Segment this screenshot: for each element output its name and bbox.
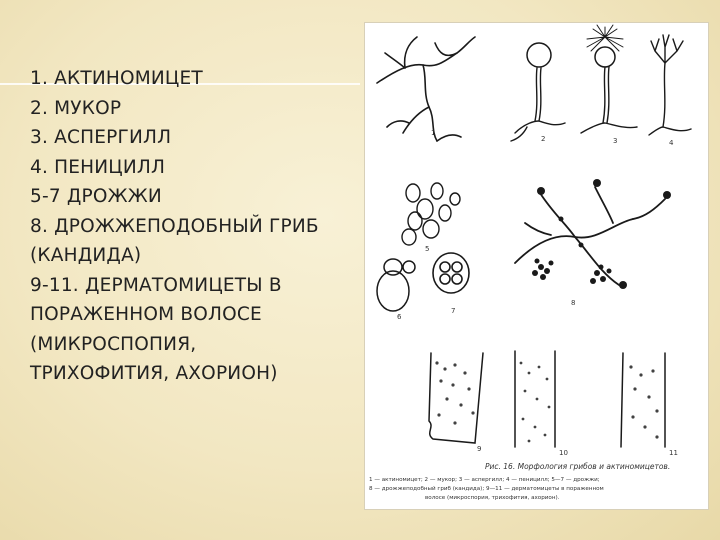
panel-number: 8 [571,299,576,307]
penicillium-drawing [649,35,691,135]
figure-caption-line: 8 — дрожжеподобный гриб (кандида); 9—11 — дерматомицеты в пораженном [369,486,604,492]
panel-number: 4 [669,139,674,147]
mucor-drawing [511,68,565,141]
panel-number: 1 [431,129,436,137]
hair-spores [435,361,658,442]
mucor-sporangium [527,43,551,67]
list-line: ПОРАЖЕННОМ ВОЛОСЕ [30,304,262,325]
figure-caption-title: Рис. 16. Морфология грибов и актиномицетов. [485,462,671,471]
figure-caption-line: 1 — актиномицет; 2 — мукор; 3 — аспергилл; 4 — пеницилл; 5—7 — дрожжи; [369,477,600,483]
slide-text-list [30,64,360,389]
panel-number: 11 [669,449,678,457]
list-line: 1. АКТИНОМИЦЕТ [30,68,203,89]
list-line: 3. АСПЕРГИЛЛ [30,127,172,148]
list-line: (МИКРОСПОПИЯ, [30,333,197,355]
hair-shaft-10-drawing [515,351,555,447]
panel-number: 5 [425,245,430,253]
candida-drawing [515,187,665,285]
hair-shaft-9-drawing [429,353,483,443]
yeast-budding-drawing [402,183,460,245]
yeast-cell-drawing [377,259,415,311]
fungi-morphology-figure [364,22,709,510]
ascus-drawing [433,253,469,293]
panel-number: 2 [541,135,546,143]
aspergillus-drawing [581,25,637,133]
actinomycete-drawing [377,37,475,141]
panel-number: 3 [613,137,618,145]
figure-drawing [365,23,708,509]
list-line: 8. ДРОЖЖЕПОДОБНЫЙ ГРИБ [30,215,319,237]
list-line: 5-7 ДРОЖЖИ [30,186,162,207]
list-line: 2. МУКОР [30,97,122,119]
hair-shaft-11-drawing [621,353,665,447]
panel-number: 6 [397,313,402,321]
panel-number: 7 [451,307,456,315]
figure-caption-line: волосе (микроспория, трихофития, ахорион). [425,495,560,501]
panel-number: 9 [477,445,482,453]
list-line: (КАНДИДА) [30,245,142,266]
list-line: ТРИХОФИТИЯ, АХОРИОН) [30,363,278,384]
spore-clusters [532,179,671,289]
list-line: 4. ПЕНИЦИЛЛ [30,156,166,178]
list-line: 9-11. ДЕРМАТОМИЦЕТЫ В [30,274,282,296]
panel-number: 10 [559,449,568,457]
